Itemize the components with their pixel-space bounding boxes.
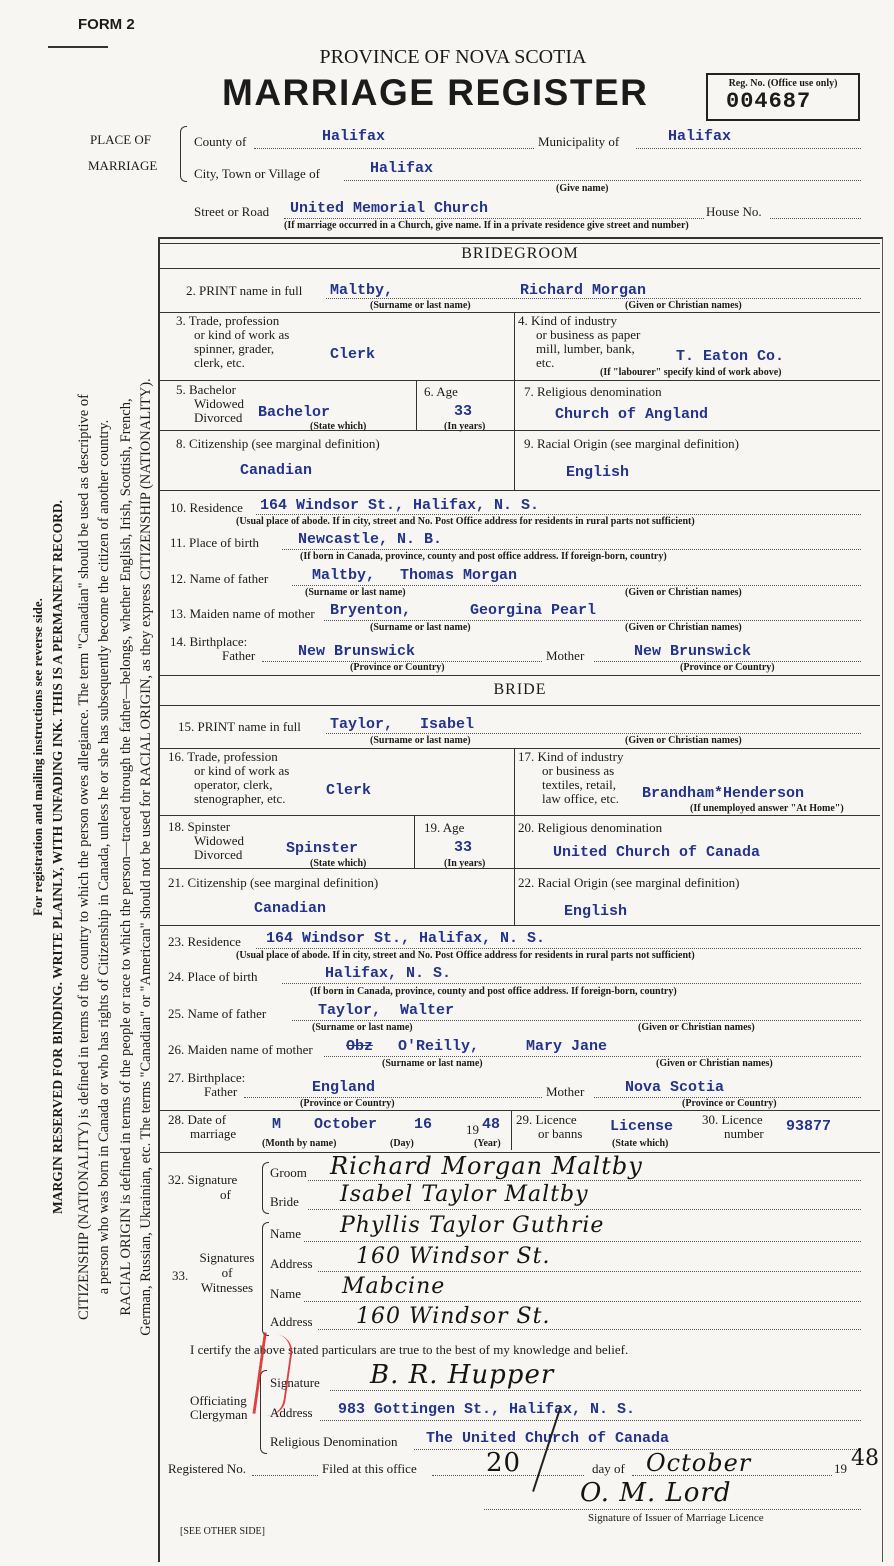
clergy-denomination-label: Religious Denomination: [270, 1434, 398, 1449]
marriage-year: 48: [482, 1116, 501, 1133]
caption: (If unemployed answer "At Home"): [690, 803, 844, 814]
groom-bp-label: 14. Birthplace:: [170, 634, 248, 649]
bride-trade: Clerk: [326, 782, 372, 799]
caption: (Year): [474, 1138, 501, 1149]
caption: (In years): [444, 421, 486, 432]
licence-number: 93877: [786, 1118, 832, 1135]
groom-surname: Maltby,: [330, 282, 394, 299]
section-bride: BRIDE: [493, 681, 547, 698]
date-mark: M: [272, 1116, 282, 1133]
bride-status: Spinster: [286, 840, 359, 857]
witness2-address-label: Address: [270, 1314, 313, 1329]
groom-trade: Clerk: [330, 346, 376, 363]
caption: (Surname or last name): [370, 735, 471, 746]
bride-age-label: 19. Age: [424, 820, 465, 835]
caption: (Province or Country): [350, 662, 445, 673]
margin-line: RACIAL ORIGIN is defined in terms of the people or race to which the person—traced through the father—belongs, whether English, Irish, Scottish, French,: [118, 398, 134, 1316]
form-number: FORM 2: [78, 16, 135, 33]
margin-line: CITIZENSHIP (NATIONALITY) is defined in terms of the country to which the person owes allegiance. The term "Canadian" should be used as descriptive of: [76, 394, 92, 1320]
bride-bp-label: 27. Birthplace:: [168, 1070, 246, 1085]
groom-bp-father-label: Father: [222, 648, 256, 663]
clergy-signature: B. R. Hupper: [370, 1360, 555, 1390]
bride-age: 33: [454, 839, 473, 856]
groom-age: 33: [454, 403, 473, 420]
caption: (Province or Country): [300, 1098, 395, 1109]
bride-religion-label: 20. Religious denomination: [518, 820, 663, 835]
witnesses-label: Signatures of Witnesses: [199, 1250, 255, 1295]
bride-bp-father-label: Father: [204, 1084, 238, 1099]
witness1-name-label: Name: [270, 1226, 302, 1241]
margin-line: MARGIN RESERVED FOR BINDING. WRITE PLAINLY, WITH UNFADING INK. THIS IS A PERMANENT RECORD.: [50, 499, 65, 1215]
margin-instructions: [28, 282, 156, 1432]
caption: (Surname or last name): [312, 1022, 413, 1033]
place-note: (If marriage occurred in a Church, give name. If in a private residence give street and number): [284, 220, 689, 231]
filed-label: Filed at this office: [322, 1461, 417, 1476]
bride-mother-given: Mary Jane: [526, 1038, 608, 1055]
issuer-caption: Signature of Issuer of Marriage Licence: [588, 1512, 764, 1524]
groom-birthplace-label: 11. Place of birth: [170, 535, 260, 550]
groom-trade-label: 3. Trade, profession or kind of work as spinner, grader, clerk, etc.: [176, 313, 290, 370]
groom-racial: English: [566, 464, 630, 481]
witnesses-number: 33.: [172, 1268, 189, 1283]
groom-status-label: 5. Bachelor Widowed Divorced: [176, 382, 245, 425]
bride-mother-label: 26. Maiden name of mother: [168, 1042, 313, 1057]
bride-father-surname: Taylor,: [318, 1002, 382, 1019]
certification-text: I certify the above stated particulars are true to the best of my knowledge and belief.: [190, 1342, 629, 1357]
city-value: Halifax: [370, 160, 434, 177]
date-label: 28. Date of marriage: [168, 1112, 237, 1141]
caption: (State which): [310, 421, 367, 432]
give-name-caption: (Give name): [556, 183, 609, 194]
caption: (Usual place of abode. If in city, street and No. Post Office address for residents in rural parts not sufficient): [236, 950, 695, 961]
place-label: PLACE OF: [90, 132, 152, 147]
caption: (Given or Christian names): [638, 1022, 755, 1033]
day-of-label: day of: [592, 1461, 625, 1476]
bride-mother-surname: O'Reilly,: [398, 1038, 480, 1055]
bride-bp-mother-label: Mother: [546, 1084, 585, 1099]
county-label: County of: [194, 134, 247, 149]
caption: (Surname or last name): [382, 1058, 483, 1069]
caption: (Day): [390, 1138, 414, 1149]
witness2-name-label: Name: [270, 1286, 302, 1301]
caption: (Given or Christian names): [625, 735, 742, 746]
brace: [262, 1222, 269, 1336]
bride-racial-label: 22. Racial Origin (see marginal definition): [518, 875, 740, 890]
bride-father-label: 25. Name of father: [168, 1006, 267, 1021]
licence-number-label: 30. Licence number: [702, 1112, 764, 1141]
caption: (Given or Christian names): [625, 587, 742, 598]
caption: (Province or Country): [680, 662, 775, 673]
caption: (Surname or last name): [370, 622, 471, 633]
clergyman-label: Officiating Clergyman: [190, 1393, 248, 1422]
bride-signature: Isabel Taylor Maltby: [340, 1182, 589, 1207]
groom-father-label: 12. Name of father: [170, 571, 269, 586]
house-label: House No.: [706, 204, 762, 219]
county-value: Halifax: [322, 128, 386, 145]
caption: (Month by name): [262, 1138, 337, 1149]
brace: [262, 1162, 269, 1214]
bride-religion: United Church of Canada: [553, 844, 761, 861]
caption: (Given or Christian names): [625, 622, 742, 633]
document-title: MARRIAGE REGISTER: [222, 72, 649, 113]
margin-line: a person who was born in Canada or who has rights of Citizenship in Canada, unless he or she has subsequently become the citizen of another country.: [96, 419, 112, 1295]
bride-racial: English: [564, 903, 628, 920]
place-label-2: MARRIAGE: [88, 158, 158, 173]
municipality-value: Halifax: [668, 128, 732, 145]
groom-age-label: 6. Age: [424, 384, 458, 399]
filed-year: 48: [851, 1446, 879, 1471]
caption: (If "labourer" specify kind of work above): [600, 367, 782, 378]
groom-birthplace: Newcastle, N. B.: [298, 531, 443, 548]
witness2-address: 160 Windsor St.: [356, 1304, 551, 1329]
caption: (Given or Christian names): [625, 300, 742, 311]
brace: [180, 126, 187, 182]
groom-citizenship-label: 8. Citizenship (see marginal definition): [176, 436, 380, 451]
clergy-signature-label: Signature: [270, 1375, 320, 1390]
bride-signature-label: Bride: [270, 1194, 299, 1209]
groom-racial-label: 9. Racial Origin (see marginal definition): [524, 436, 739, 451]
caption: (If born in Canada, province, county and post office address. If foreign-born, country): [300, 551, 667, 562]
bride-trade-label: 16. Trade, profession or kind of work as operator, clerk, stenographer, etc.: [168, 749, 290, 806]
groom-signature: Richard Morgan Maltby: [330, 1152, 643, 1180]
bride-residence-label: 23. Residence: [168, 934, 241, 949]
year-prefix: 19: [834, 1461, 847, 1476]
section-bridegroom: BRIDEGROOM: [461, 245, 579, 262]
groom-bp-father: New Brunswick: [298, 643, 416, 660]
bride-citizenship-label: 21. Citizenship (see marginal definition): [168, 875, 379, 890]
witness1-name: Phyllis Taylor Guthrie: [340, 1213, 605, 1238]
groom-given: Richard Morgan: [520, 282, 647, 299]
bride-bp-mother: Nova Scotia: [625, 1079, 725, 1096]
groom-religion-label: 7. Religious denomination: [524, 384, 662, 399]
bride-mother-struck-text: Obz: [346, 1038, 374, 1055]
groom-industry: T. Eaton Co.: [676, 348, 785, 365]
clergy-denomination: The United Church of Canada: [426, 1430, 670, 1447]
clergy-address-label: Address: [270, 1405, 313, 1420]
licence-type: License: [610, 1118, 674, 1135]
margin-line: German, Russian, Ukrainian, etc. The terms "Canadian" or "American" should not be used for RACIAL ORIGIN, as they express CITIZENSHIP (NATIONALITY).: [138, 378, 154, 1336]
groom-bp-mother-label: Mother: [546, 648, 585, 663]
bride-residence: 164 Windsor St., Halifax, N. S.: [266, 930, 546, 947]
filed-day: 20: [486, 1448, 522, 1478]
witness2-name: Mabcine: [342, 1274, 446, 1299]
caption: (Surname or last name): [370, 300, 471, 311]
groom-religion: Church of Angland: [555, 406, 709, 423]
marriage-day: 16: [414, 1116, 433, 1133]
city-label: City, Town or Village of: [194, 166, 320, 181]
bride-bp-father: England: [312, 1079, 376, 1096]
filed-month: October: [646, 1449, 752, 1477]
caption: (State which): [612, 1138, 669, 1149]
bride-given: Isabel: [420, 716, 475, 733]
caption: (In years): [444, 858, 486, 869]
caption: (Surname or last name): [305, 587, 406, 598]
municipality-label: Municipality of: [538, 134, 620, 149]
caption: (Usual place of abode. If in city, street and No. Post Office address for residents in rural parts not sufficient): [236, 516, 695, 527]
bride-industry-label: 17. Kind of industry or business as textiles, retail, law office, etc.: [518, 749, 624, 806]
groom-industry-label: 4. Kind of industry or business as paper mill, lumber, bank, etc.: [518, 313, 641, 370]
year-prefix: 19: [466, 1122, 479, 1137]
province-title: PROVINCE OF NOVA SCOTIA: [319, 46, 587, 68]
groom-signature-label: Groom: [270, 1165, 307, 1180]
street-label: Street or Road: [194, 204, 270, 219]
bride-surname: Taylor,: [330, 716, 394, 733]
groom-mother-label: 13. Maiden name of mother: [170, 606, 315, 621]
groom-residence-label: 10. Residence: [170, 500, 243, 515]
bride-status-label: 18. Spinster Widowed Divorced: [168, 819, 245, 862]
bride-birthplace: Halifax, N. S.: [325, 965, 452, 982]
registered-no-label: Registered No.: [168, 1461, 246, 1476]
caption: (If born in Canada, province, county and post office address. If foreign-born, country): [310, 986, 677, 997]
bride-birthplace-label: 24. Place of birth: [168, 969, 258, 984]
groom-father-given: Thomas Morgan: [400, 567, 518, 584]
bride-name-label: 15. PRINT name in full: [178, 719, 301, 734]
groom-name-label: 2. PRINT name in full: [186, 283, 303, 298]
caption: (Given or Christian names): [656, 1058, 773, 1069]
street-value: United Memorial Church: [290, 200, 489, 217]
reg-number: 004687: [726, 89, 812, 114]
groom-mother-surname: Bryenton,: [330, 602, 412, 619]
bride-father-given: Walter: [400, 1002, 455, 1019]
groom-citizenship: Canadian: [240, 462, 313, 479]
clergy-address: 983 Gottingen St., Halifax, N. S.: [338, 1401, 636, 1418]
groom-residence: 164 Windsor St., Halifax, N. S.: [260, 497, 540, 514]
marriage-month: October: [314, 1116, 378, 1133]
groom-mother-given: Georgina Pearl: [470, 602, 597, 619]
groom-status: Bachelor: [258, 404, 331, 421]
issuer-signature: O. M. Lord: [580, 1478, 732, 1508]
caption: (Province or Country): [682, 1098, 777, 1109]
bride-citizenship: Canadian: [254, 900, 327, 917]
witness1-address: 160 Windsor St.: [356, 1244, 551, 1269]
groom-father-surname: Maltby,: [312, 567, 376, 584]
reg-number-label: Reg. No. (Office use only): [728, 78, 838, 89]
see-other-side: [SEE OTHER SIDE]: [180, 1526, 265, 1537]
witness1-address-label: Address: [270, 1256, 313, 1271]
groom-bp-mother: New Brunswick: [634, 643, 752, 660]
caption: (State which): [310, 858, 367, 869]
reg-number-box: [706, 73, 860, 121]
signature-label: 32. Signature of: [168, 1172, 238, 1202]
licence-label: 29. Licence or banns: [516, 1112, 583, 1141]
bride-industry: Brandham*Henderson: [642, 785, 805, 802]
margin-line: For registration and mailing instructions see reverse side.: [30, 598, 45, 916]
